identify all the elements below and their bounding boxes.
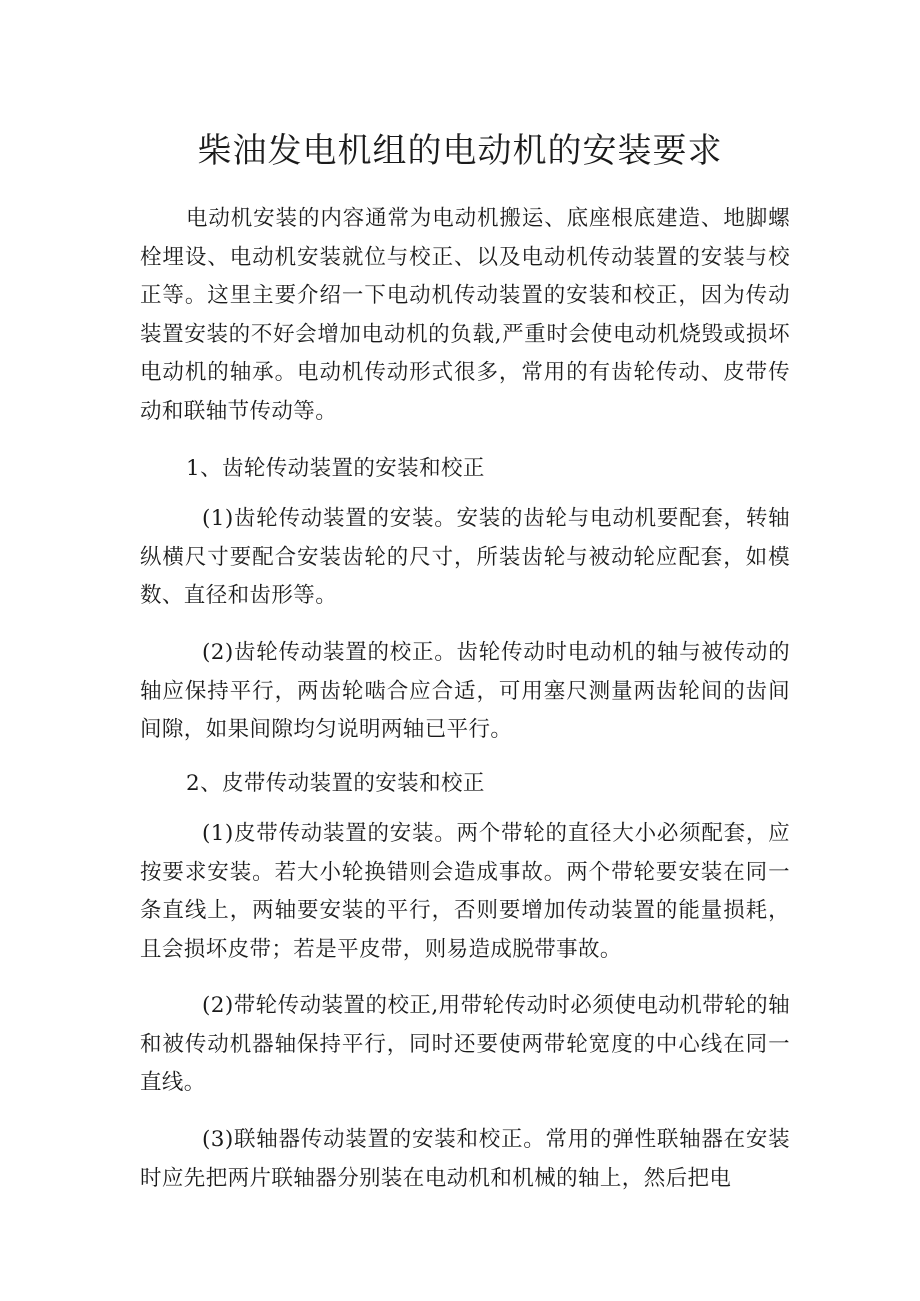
section1-item1-paragraph: (1)齿轮传动装置的安装。安装的齿轮与电动机要配套，转轴纵横尺寸要配合安装齿轮的尺寸，所装齿轮与被动轮应配套，如模数、直径和齿形等。 [140, 506, 790, 608]
section2-heading: 2、皮带传动装置的安装和校正 [186, 771, 485, 796]
section1-item2-paragraph: (2)齿轮传动装置的校正。齿轮传动时电动机的轴与被传动的轴应保持平行，两齿轮啮合应合适，可用塞尺测量两齿轮间的齿间间隙，如果间隙均匀说明两轴已平行。 [140, 640, 790, 742]
section1-heading: 1、齿轮传动装置的安装和校正 [186, 456, 485, 481]
page-title: 柴油发电机组的电动机的安装要求 [197, 131, 723, 171]
section2-item2-paragraph: (2)带轮传动装置的校正,用带轮传动时必须使电动机带轮的轴和被传动机器轴保持平行，同时还要使两带轮宽度的中心线在同一直线。 [140, 993, 790, 1095]
section2-item1-paragraph: (1)皮带传动装置的安装。两个带轮的直径大小必须配套，应按要求安装。若大小轮换错则会造成事故。两个带轮要安装在同一条直线上，两轴要安装的平行，否则要增加传动装置的能量损耗，且会损坏皮带；若是平皮带，则易造成脱带事故。 [140, 821, 790, 962]
section2-item3-paragraph: (3)联轴器传动装置的安装和校正。常用的弹性联轴器在安装时应先把两片联轴器分别装在电动机和机械的轴上，然后把电 [140, 1127, 790, 1191]
intro-paragraph: 电动机安装的内容通常为电动机搬运、底座根底建造、地脚螺栓埋设、电动机安装就位与校正、以及电动机传动装置的安装与校正等。这里主要介绍一下电动机传动装置的安装和校正，因为传动装置安装的不好会增加电动机的负载,严重时会使电动机烧毁或损坏电动机的轴承。电动机传动形式很多，常用的有齿轮传动、皮带传动和联轴节传动等。 [140, 206, 790, 424]
